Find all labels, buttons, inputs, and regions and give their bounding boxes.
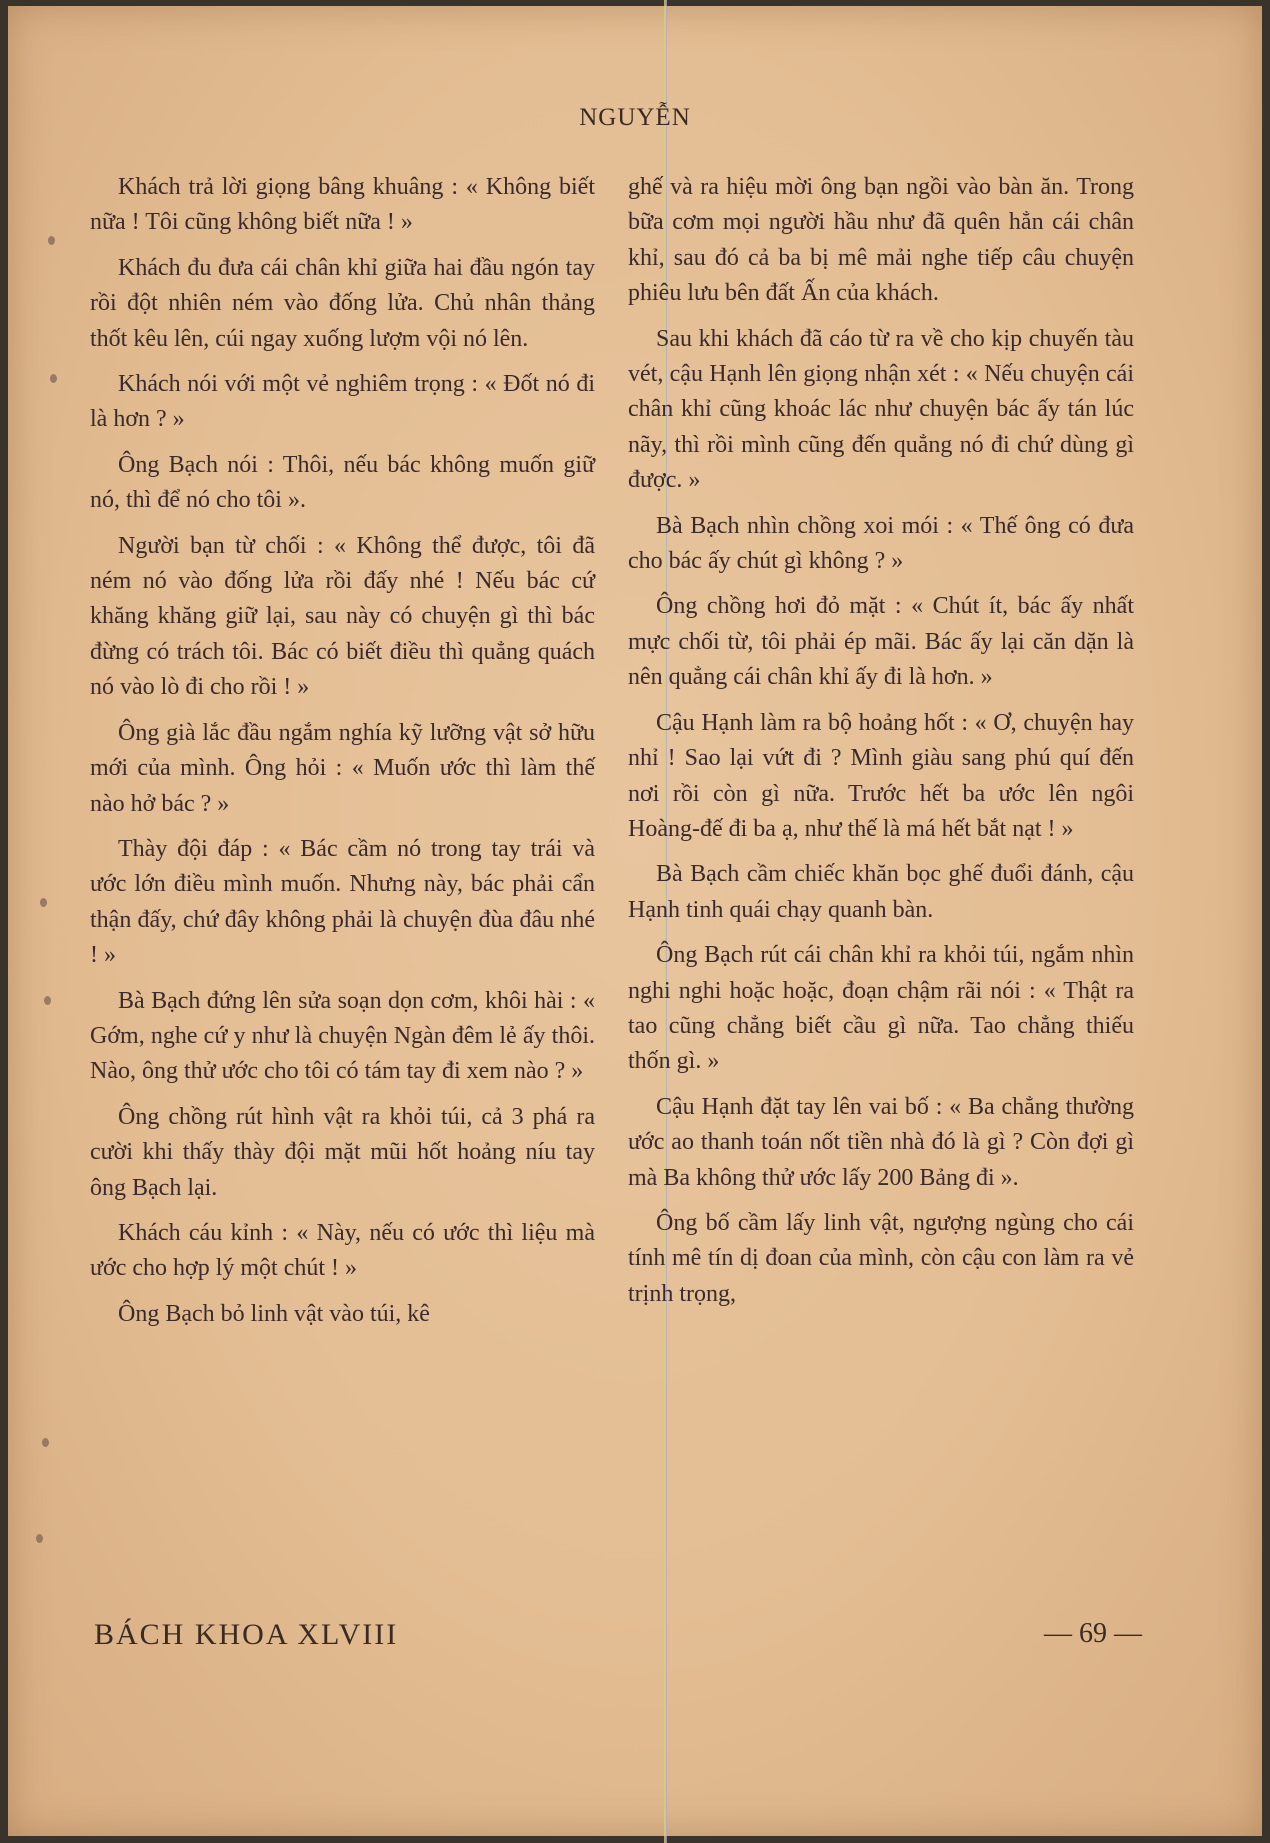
paragraph: Ông Bạch bỏ linh vật vào túi, kê — [118, 1300, 430, 1327]
paragraph: Ông chồng hơi đỏ mặt : « Chút ít, bác ấy nhất mực chối từ, tôi phải ép mãi. Bác ấy lại căn dặn là nên quẳng cái chân khỉ ấy đi là hơn. » — [628, 593, 1134, 691]
paragraph: Khách nói với một vẻ nghiêm trọng : « Đốt nó đi là hơn ? » — [90, 371, 595, 433]
paragraph: ghế và ra hiệu mời ông bạn ngồi vào bàn ăn. Trong bữa cơm mọi người hầu như đã quên hẳn cái chân khỉ, sau đó cả ba bị mê mải nghe tiếp câu chuyện phiêu lưu bên đất Ấn của khách. — [628, 174, 1134, 307]
paragraph: Ông Bạch nói : Thôi, nếu bác không muốn giữ nó, thì để nó cho tôi ». — [90, 451, 595, 514]
print-speck — [36, 1534, 43, 1543]
paragraph: Ông già lắc đầu ngắm nghía kỹ lưỡng vật sở hữu mới của mình. Ông hỏi : « Muốn ước thì làm thế nào hở bác ? » — [90, 719, 595, 817]
paragraph: Người bạn từ chối : « Không thể được, tôi đã ném nó vào đống lửa rồi đấy nhé ! Nếu bác cứ khăng khăng giữ lại, sau này có chuyện gì thì bác đừng có trách tôi. Bác có biết điều thì quẳng quách nó vào lò đi cho rồi ! » — [90, 532, 595, 701]
paragraph: Cậu Hạnh đặt tay lên vai bố : « Ba chẳng thường ước ao thanh toán nốt tiền nhà đó là gì ? Còn đợi gì mà Ba không thử ước lấy 200 Bảng đi ». — [628, 1093, 1134, 1191]
left-text-column — [90, 170, 595, 1342]
paragraph: Khách trả lời giọng bâng khuâng : « Không biết nữa ! Tôi cũng không biết nữa ! » — [90, 174, 595, 236]
paragraph: Sau khi khách đã cáo từ ra về cho kịp chuyến tàu vét, cậu Hạnh lên giọng nhận xét : « Nếu chuyện cái chân khỉ cũng khoác lác như chuyện bác ấy tán lúc nãy, thì rồi mình cũng đến quẳng nó đi chứ dùng gì được. » — [628, 325, 1134, 494]
paragraph: Khách đu đưa cái chân khỉ giữa hai đầu ngón tay rồi đột nhiên ném vào đống lửa. Chủ nhân thảng thốt kêu lên, cúi ngay xuống lượm vội nó lên. — [90, 254, 595, 352]
print-speck — [48, 236, 55, 245]
page-number: — 69 — — [1044, 1618, 1142, 1649]
print-speck — [50, 374, 57, 383]
paragraph: Thày đội đáp : « Bác cầm nó trong tay trái và ước lớn điều mình muốn. Nhưng này, bác phải cẩn thận đấy, chứ đây không phải là chuyện đùa đâu nhé ! » — [90, 835, 595, 969]
paragraph: Ông chồng rút hình vật ra khỏi túi, cả 3 phá ra cười khi thấy thày đội mặt mũi hốt hoảng níu tay ông Bạch lại. — [90, 1103, 595, 1201]
magazine-footer: BÁCH KHOA XLVIII — [94, 1618, 399, 1651]
paragraph: Ông Bạch rút cái chân khỉ ra khỏi túi, ngắm nhìn nghi nghi hoặc hoặc, đoạn chậm rãi nói : « Thật ra tao cũng chẳng biết cầu gì nữa. Tao chẳng thiếu thốn gì. » — [628, 942, 1134, 1075]
print-speck — [44, 996, 51, 1005]
paragraph: Khách cáu kỉnh : « Này, nếu có ước thì liệu mà ước cho hợp lý một chút ! » — [90, 1219, 595, 1282]
right-text-column — [628, 170, 1134, 1322]
print-speck — [40, 898, 47, 907]
paragraph: Bà Bạch đứng lên sửa soạn dọn cơm, khôi hài : « Gớm, nghe cứ y như là chuyện Ngàn đêm lẻ ấy thôi. Nào, ông thử ước cho tôi có tám tay đi xem nào ? » — [90, 987, 595, 1085]
paragraph: Bà Bạch nhìn chồng xoi mói : « Thế ông có đưa cho bác ấy chút gì không ? » — [628, 512, 1134, 575]
paragraph: Ông bố cầm lấy linh vật, ngượng ngùng cho cái tính mê tín dị đoan của mình, còn cậu con làm ra vẻ trịnh trọng, — [628, 1209, 1134, 1307]
running-header: NGUYỄN — [579, 104, 691, 131]
print-speck — [42, 1438, 49, 1447]
paragraph: Cậu Hạnh làm ra bộ hoảng hốt : « Ơ, chuyện hay nhỉ ! Sao lại vứt đi ? Mình giàu sang phú quí đến nơi rồi còn gì nữa. Trước hết ba ước lên ngôi Hoàng-đế đi ba ạ, như thế là má hết bắt nạt ! » — [628, 709, 1134, 842]
paragraph: Bà Bạch cầm chiếc khăn bọc ghế đuổi đánh, cậu Hạnh tinh quái chạy quanh bàn. — [628, 861, 1134, 923]
